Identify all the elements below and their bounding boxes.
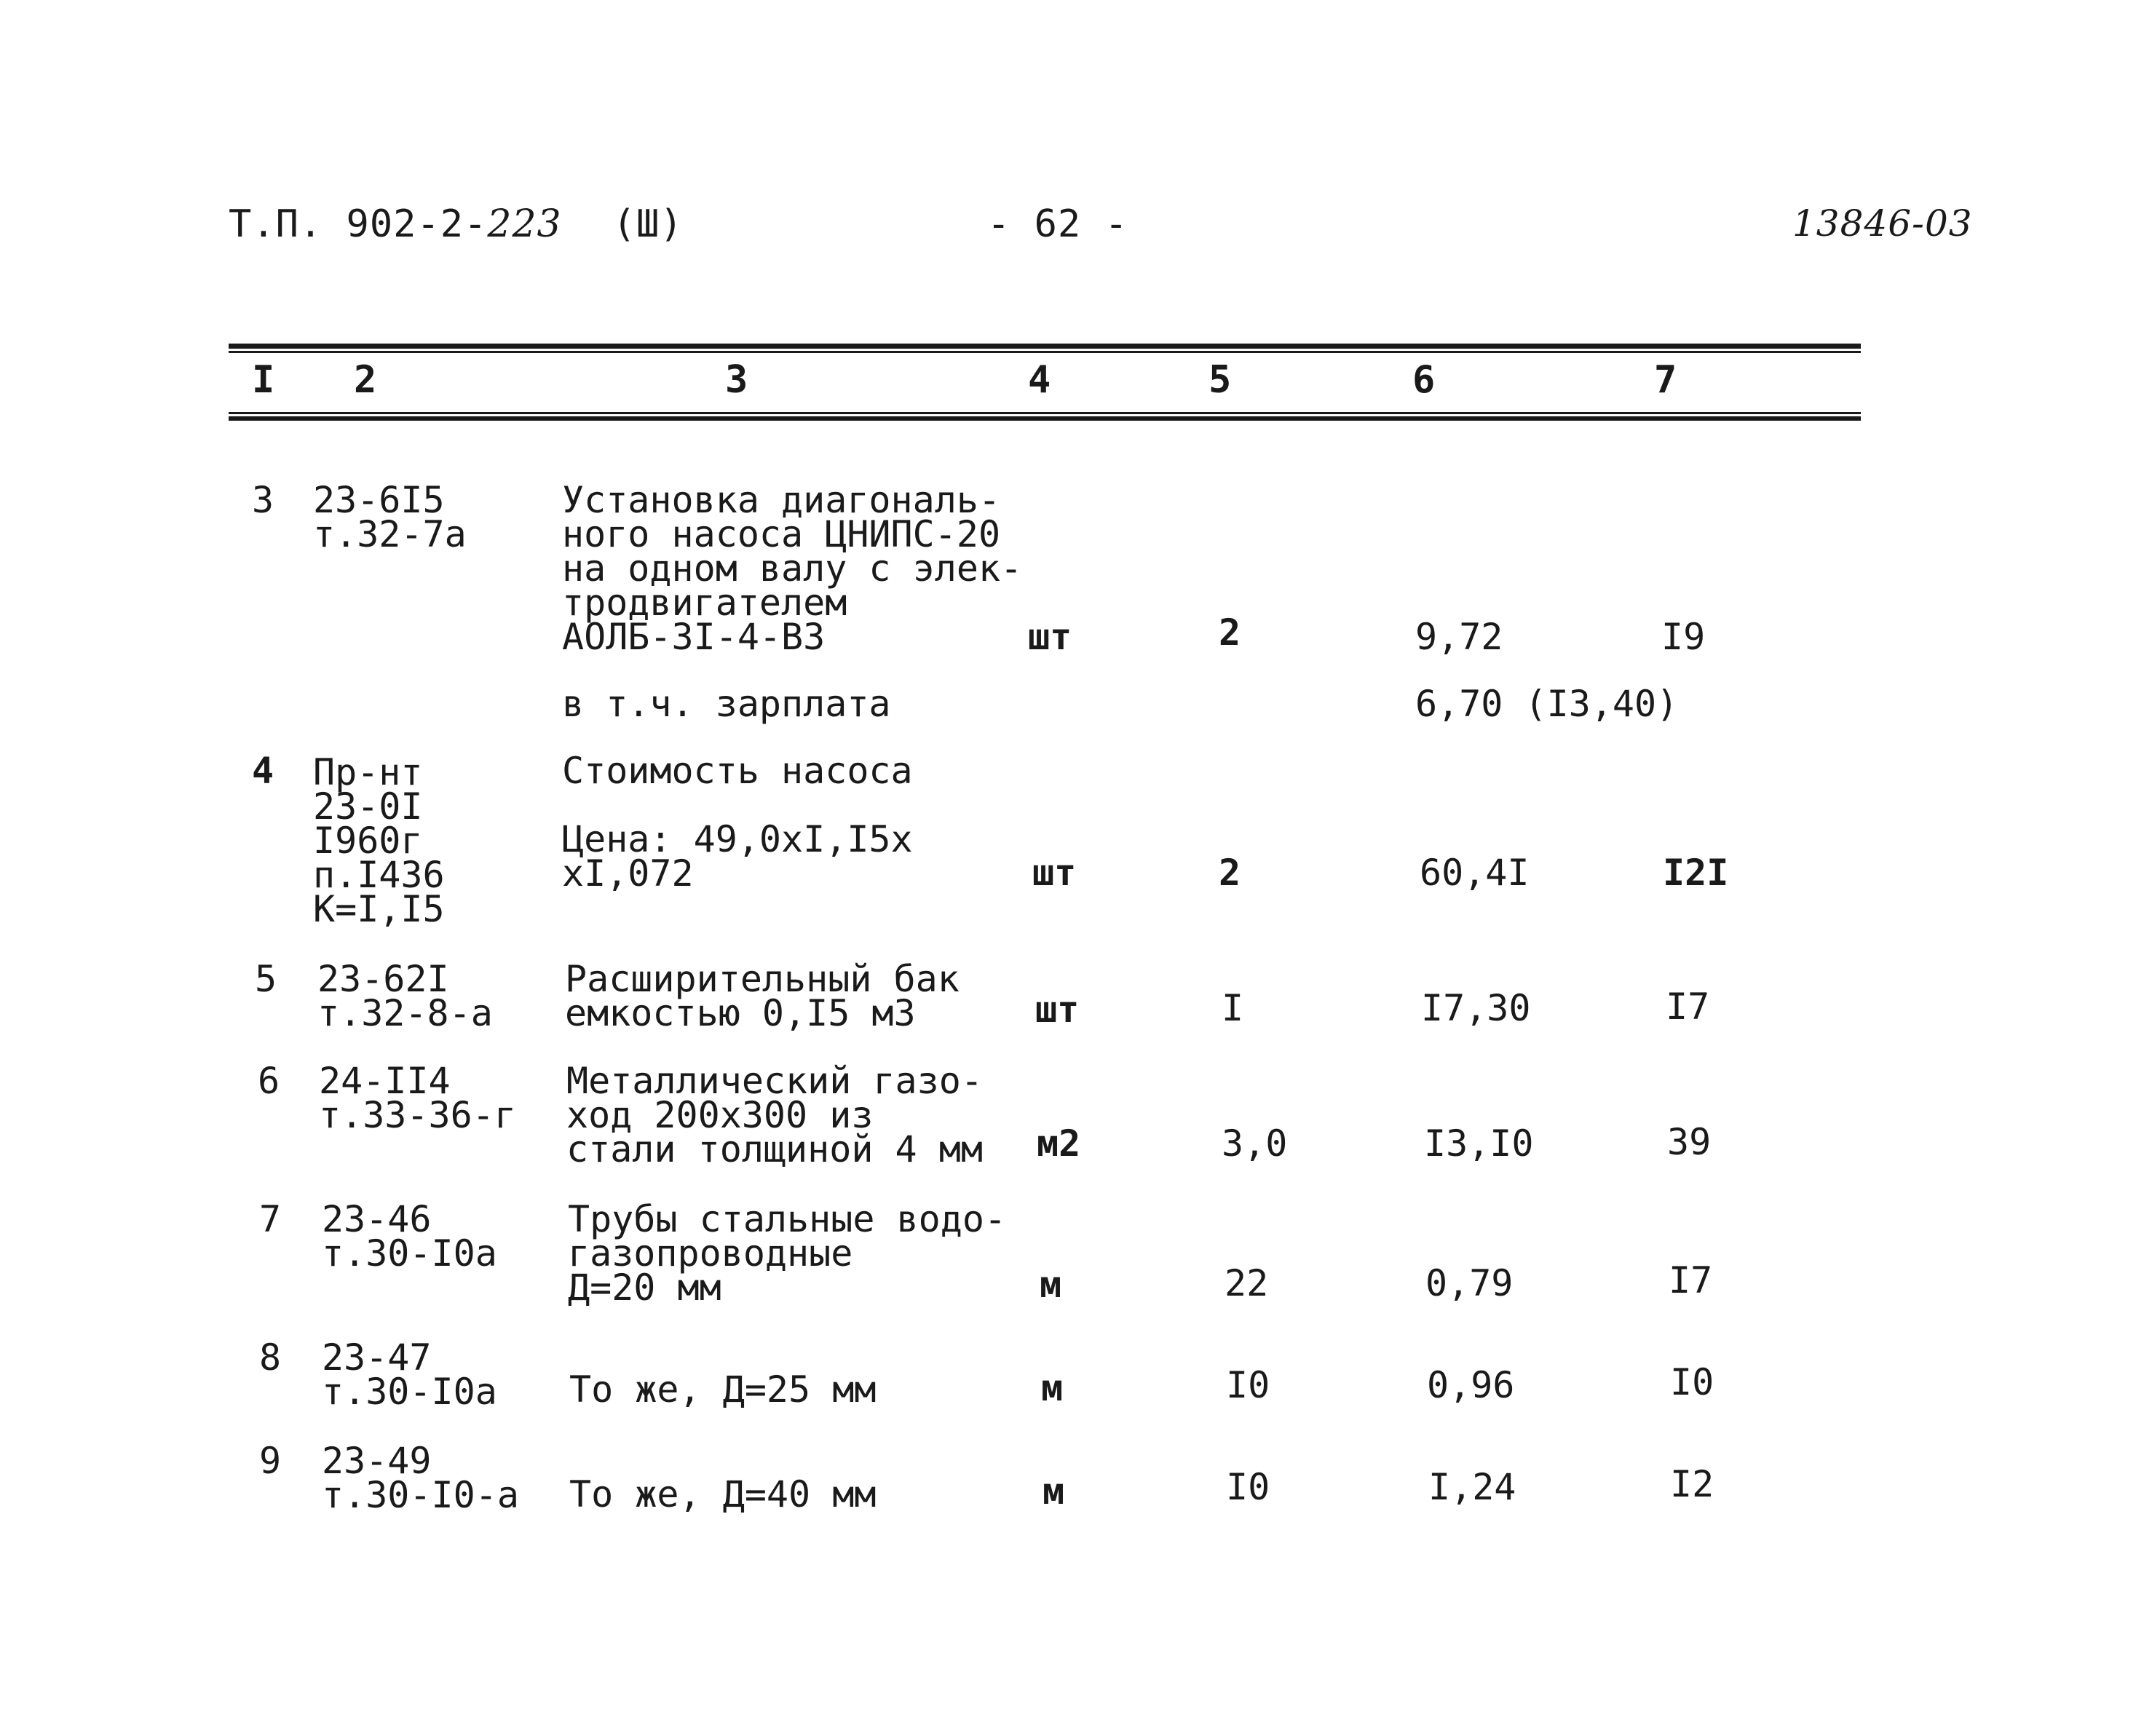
work-description: То же, Д=40 мм — [569, 1473, 877, 1515]
total-cost: 39 — [1667, 1121, 1712, 1163]
unit: шт — [1028, 616, 1072, 658]
price-code: 23-49 т.30-I0-а — [322, 1440, 519, 1516]
column-header-4: 4 — [1028, 358, 1051, 402]
work-description: Расширительный бак емкостью 0,I5 м3 — [565, 958, 960, 1034]
total-cost: I7 — [1666, 986, 1710, 1028]
unit-price: 6,70 (I3,40) — [1415, 683, 1679, 725]
price-code: 23-46 т.30-I0а — [322, 1198, 497, 1275]
column-header-2: 2 — [354, 358, 377, 402]
quantity: 3,0 — [1222, 1122, 1288, 1165]
total-cost: I0 — [1670, 1361, 1714, 1403]
unit-price: 9,72 — [1415, 616, 1503, 658]
total-cost: I9 — [1661, 616, 1706, 658]
unit-price: 0,79 — [1425, 1262, 1514, 1304]
column-header-6: 6 — [1412, 358, 1436, 402]
unit: шт — [1035, 988, 1080, 1031]
row-number: 9 — [259, 1440, 282, 1482]
quantity: I — [1222, 987, 1244, 1029]
unit-price: 60,4I — [1420, 852, 1530, 894]
unit: м — [1040, 1264, 1062, 1306]
work-description: Металлический газо- ход 200х300 из стали толщиной 4 мм — [566, 1060, 983, 1170]
quantity: 2 — [1219, 852, 1241, 894]
unit: м — [1041, 1367, 1064, 1409]
column-header-1: I — [252, 358, 275, 402]
unit: м2 — [1037, 1122, 1081, 1165]
unit-price: I7,30 — [1421, 987, 1531, 1029]
price-code: 23-47 т.30-I0а — [322, 1336, 497, 1413]
total-cost: I2 — [1670, 1463, 1714, 1505]
quantity: I0 — [1226, 1466, 1270, 1508]
price-code: 23-6I5 т.32-7а — [313, 479, 467, 555]
table-top-rule — [229, 344, 1861, 349]
unit-price: I3,I0 — [1424, 1122, 1534, 1165]
doc-section: (Ш) — [612, 202, 684, 246]
unit: м — [1043, 1470, 1065, 1513]
doc-number: 223 — [487, 202, 562, 246]
table-header-rule — [229, 416, 1861, 421]
column-header-7: 7 — [1654, 358, 1677, 402]
table-header-rule-thin — [229, 412, 1861, 414]
column-header-3: 3 — [725, 358, 748, 402]
price-code: Пр-нт 23-0I I960г п.I436 К=I,I5 — [313, 751, 445, 930]
row-number: 7 — [259, 1198, 282, 1240]
price-code: 24-II4 т.33-36-г — [319, 1060, 516, 1136]
column-header-5: 5 — [1208, 358, 1232, 402]
unit-price: I,24 — [1428, 1466, 1516, 1508]
row-number: 4 — [252, 750, 274, 792]
row-number: 8 — [259, 1336, 282, 1379]
row-number: 5 — [255, 958, 277, 1000]
quantity: I0 — [1226, 1364, 1270, 1406]
work-description: Трубы стальные водо- газопроводные Д=20 мм — [568, 1198, 1007, 1309]
doc-reference — [229, 202, 684, 246]
total-cost: I7 — [1669, 1259, 1713, 1301]
doc-prefix: Т.П. 902-2- — [229, 202, 488, 246]
quantity: 2 — [1219, 611, 1241, 654]
price-code: 23-62I т.32-8-а — [317, 958, 493, 1034]
work-description: То же, Д=25 мм — [569, 1368, 877, 1411]
work-description: Установка диагональ- ного насоса ЦНИПС-20 на одном валу с элек- тродвигателем АОЛБ-3I-4-В3 — [562, 479, 1023, 658]
row-number: 6 — [258, 1060, 280, 1102]
unit-price: 0,96 — [1427, 1364, 1515, 1406]
work-description: Стоимость насоса Цена: 49,0хI,I5х хI,072 — [562, 750, 913, 895]
page-number: - 62 - — [987, 202, 1128, 246]
unit: шт — [1032, 852, 1077, 894]
quantity: 22 — [1225, 1262, 1269, 1304]
work-description: в т.ч. зарплата — [562, 683, 891, 725]
archive-code: 13846-03 — [1792, 202, 1973, 245]
table-top-rule-thin — [229, 351, 1861, 353]
total-cost: I2I — [1663, 852, 1729, 894]
row-number: 3 — [252, 479, 274, 521]
